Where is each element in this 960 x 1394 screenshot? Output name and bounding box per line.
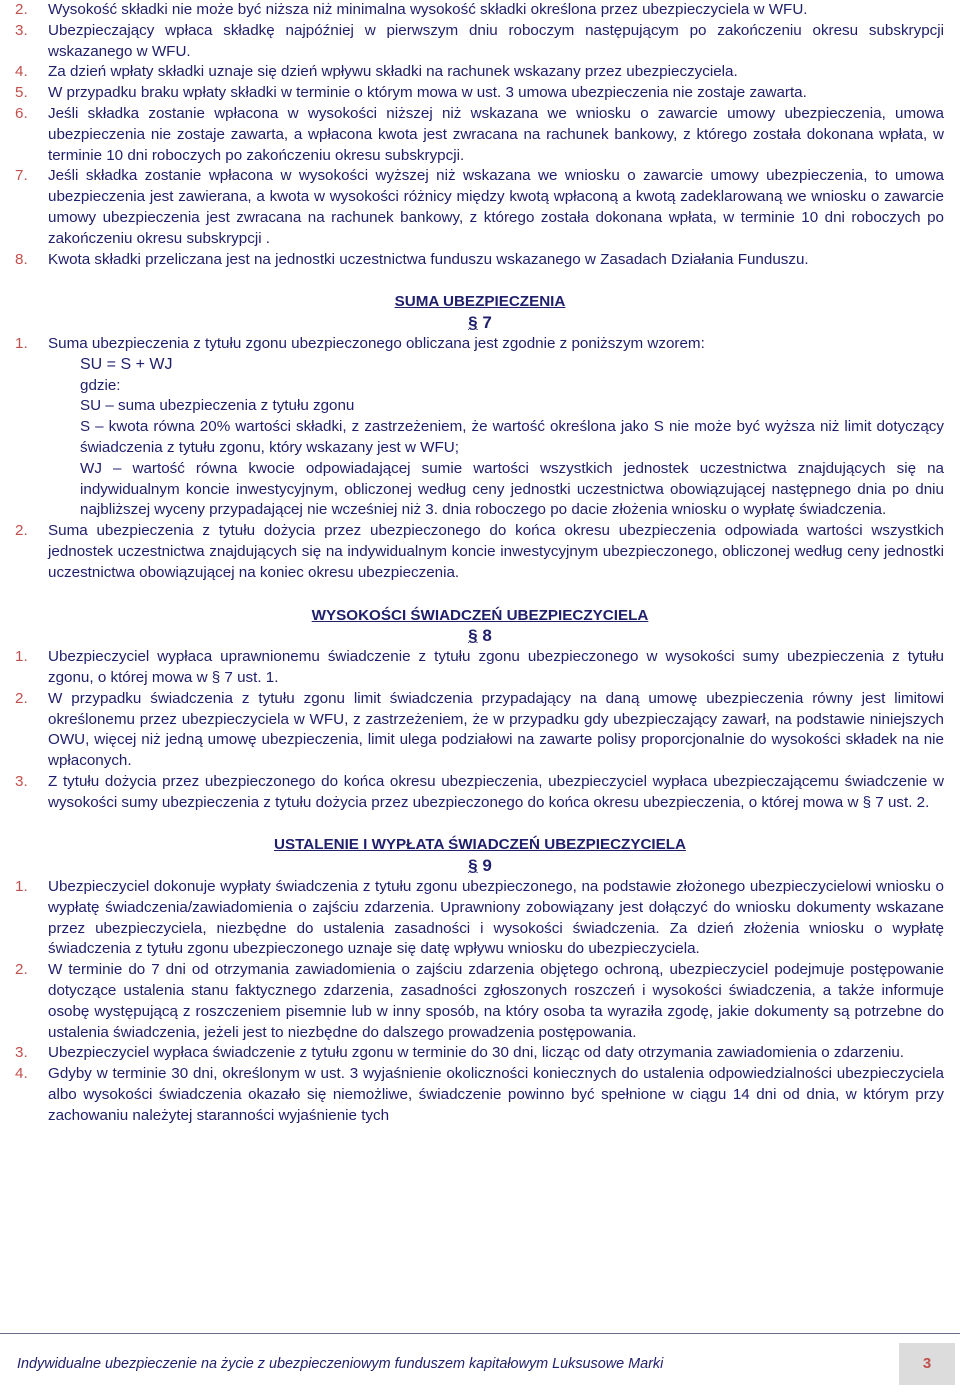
footer-divider [0, 1333, 960, 1334]
list-item [0, 521, 960, 583]
definition-s: S – kwota równa 20% wartości składki, z zastrzeżeniem, że wartość określona jako S nie może być wyższa niż limit dotyczący świadczenia z tytułu zgonu, który wskazany jest w WFU; [80, 418, 944, 456]
paragraph-sign: § [468, 313, 478, 333]
list-item [0, 250, 960, 271]
list-item [0, 877, 960, 960]
item-text: W przypadku świadczenia z tytułu zgonu limit świadczenia przypadający na daną umowę ubezpieczenia równy jest limitowi określonemu przez ubezpieczyciela w WFU, z zastrzeżeniem, że w przypadku gdy ubezpieczający zawarł, na podstawie niniejszych OWU, więcej niż jedną umowę ubezpieczenia, limit ulega podziałowi na zawarte polisy proporcjonalnie do wysokości składek na nie wpłaconych. [48, 689, 944, 770]
intro-list [0, 0, 960, 270]
item-number: 4. [15, 1065, 28, 1083]
item-number: 8. [15, 250, 28, 268]
item-text: Suma ubezpieczenia z tytułu zgonu ubezpieczonego obliczana jest zgodnie z poniższym wzorem: [48, 334, 705, 352]
item-text: Ubezpieczyciel wypłaca uprawnionemu świadczenie z tytułu zgonu ubezpieczonego w wysokości sumy ubezpieczenia z tytułu zgonu, o której mowa w § 7 ust. 1. [48, 648, 944, 686]
item-number: 6. [15, 104, 28, 122]
list-item [0, 772, 960, 814]
item-text: Ubezpieczyciel dokonuje wypłaty świadczenia z tytułu zgonu ubezpieczonego, na podstawie złożonego ubezpieczycielowi wniosku o wypłatę świadczenia/zawiadomienia o zajściu zdarzenia. Uprawniony zobowiązany jest dołączyć do wniosku dokumenty wskazane przez ubezpieczyciela, niezbędne do ustalenia zasadności i wysokości świadczenia. Za dzień złożenia wniosku o wypłatę świadczenia z tytułu zgonu ubezpieczonego uznaje się datę wpływu wniosku do ubezpieczyciela. [48, 878, 944, 958]
item-number: 4. [15, 63, 28, 81]
item-text: Jeśli składka zostanie wpłacona w wysokości wyższej niż wskazana we wniosku o zawarcie umowy ubezpieczenia, to umowa ubezpieczenia jest zawierana, a kwota w wysokości różnicy między kwotą wpłaconą a kwotą zadeklarowaną we wniosku o zawarcie umowy ubezpieczenia jest zwracana na rachunek bankowy, z którego została dokonana wpłata, w terminie 10 dni roboczych po zakończeniu okresu subskrypcji . [48, 167, 944, 247]
item-text: W terminie do 7 dni od otrzymania zawiadomienia o zajściu zdarzenia objętego ochroną, ubezpieczyciel podejmuje postępowanie dotyczące ustalenia stanu faktycznego zdarzenia, zasadności zgłoszonych roszczeń i wysokości świadczenia, a także informuje osobę występującą z roszczeniem pisemnie lub w inny sposób, na który osoba ta wyraziła zgodę, jakie dokumenty są potrzebne do ustalenia świadczenia, jeżeli jest to niezbędne do dalszego prowadzenia postępowania. [48, 961, 944, 1041]
list-item [0, 0, 960, 21]
list-item [0, 83, 960, 104]
item-number: 5. [15, 84, 28, 102]
item-number: 3. [15, 1044, 28, 1062]
item-number: 3. [15, 21, 28, 39]
section-title: USTALENIE I WYPŁATA ŚWIADCZEŃ UBEZPIECZYCIELA [273, 836, 687, 854]
item-text: Ubezpieczyciel wypłaca świadczenie z tytułu zgonu w terminie do 30 dni, licząc od daty otrzymania zawiadomienia o zdarzeniu. [48, 1044, 904, 1062]
item-number: 7. [15, 167, 28, 185]
section-number: § 9 [468, 856, 492, 876]
item-number: 1. [15, 334, 28, 352]
list-item [0, 62, 960, 83]
page-number: 3 [922, 1354, 932, 1372]
item-number: 2. [15, 522, 28, 540]
section-title: SUMA UBEZPIECZENIA [394, 293, 566, 311]
item-number: 1. [15, 878, 28, 896]
section-title: WYSOKOŚCI ŚWIADCZEŃ UBEZPIECZYCIELA [311, 606, 649, 624]
definition-wj: WJ – wartość równa kwocie odpowiadającej sumie wartości wszystkich jednostek uczestnictwa znajdujących się na indywidualnym koncie inwestycyjnym, obliczonej według ceny jednostki uczestnictwa obowiązującej następnego dnia po dniu najbliższej wyceny przypadającej nie wcześniej niż 3. dnia roboczego po dacie złożenia wniosku o wypłatę świadczenia. [80, 459, 944, 519]
section-9 [0, 835, 960, 1126]
section-number: § 7 [468, 313, 492, 333]
item-text: Za dzień wpłaty składki uznaje się dzień wpływu składki na rachunek wskazany przez ubezpieczyciela. [48, 63, 738, 81]
item-text: Wysokość składki nie może być niższa niż minimalna wysokość składki określona przez ubezpieczyciela w WFU. [48, 1, 808, 18]
paragraph-sign: § [468, 626, 478, 646]
list-item [0, 104, 960, 166]
item-number: 2. [15, 961, 28, 979]
where-label: gdzie: [80, 376, 121, 394]
list-item [0, 334, 960, 355]
page-number-badge [899, 1343, 955, 1385]
footer-title: Indywidualne ubezpieczenie na życie z ubezpieczeniowym funduszem kapitałowym Luksusowe Marki [17, 1356, 664, 1372]
definition-su: SU – suma ubezpieczenia z tytułu zgonu [80, 397, 355, 415]
formula: SU = S + WJ [80, 355, 173, 373]
list-item [0, 1064, 960, 1126]
item-text: Gdyby w terminie 30 dni, określonym w ust. 3 wyjaśnienie okoliczności koniecznych do ustalenia odpowiedzialności ubezpieczyciela albo wysokości świadczenia okazało się niemożliwe, świadczenie powinno być spełnione w ciągu 14 dni od dnia, w którym przy zachowaniu należytej staranności wyjaśnienie tych [48, 1065, 944, 1124]
item-number: 1. [15, 648, 28, 666]
section-7 [0, 292, 960, 583]
item-text: Kwota składki przeliczana jest na jednostki uczestnictwa funduszu wskazanego w Zasadach Działania Funduszu. [48, 250, 809, 268]
list-item [0, 960, 960, 1043]
list-item [0, 166, 960, 249]
item-number: 2. [15, 1, 28, 18]
list-item [0, 647, 960, 689]
list-item [0, 21, 960, 63]
item-number: 2. [15, 689, 28, 707]
paragraph-sign: § [468, 856, 478, 876]
list-item [0, 1043, 960, 1064]
section-number: § 8 [468, 626, 492, 646]
item-text: Ubezpieczający wpłaca składkę najpóźniej w pierwszym dniu roboczym następującym po zakończeniu okresu subskrypcji wskazanego w WFU. [48, 21, 944, 60]
item-text: W przypadku braku wpłaty składki w terminie o którym mowa w ust. 3 umowa ubezpieczenia nie zostaje zawarta. [48, 84, 807, 102]
item-number: 3. [15, 772, 28, 790]
item-text: Suma ubezpieczenia z tytułu dożycia przez ubezpieczonego do końca okresu ubezpieczenia odpowiada wartości wszystkich jednostek uczestnictwa znajdujących się na indywidualnym koncie inwestycyjnym ubezpieczonego, obliczonej według ceny jednostki uczestnictwa obowiązującej na koniec okresu ubezpieczenia. [48, 522, 944, 581]
item-text: Z tytułu dożycia przez ubezpieczonego do końca okresu ubezpieczenia, ubezpieczyciel wypłaca ubezpieczającemu świadczenie w wysokości sumy ubezpieczenia z tytułu dożycia przez ubezpieczonego do końca okresu ubezpieczenia, o której mowa w § 7 ust. 2. [48, 772, 944, 811]
item-text: Jeśli składka zostanie wpłacona w wysokości niższej niż wskazana we wniosku o zawarcie umowy ubezpieczenia, umowa ubezpieczenia nie zostaje zawarta, a wpłacona kwota jest zwracana na rachunek bankowy, z którego została dokonana wpłata, w terminie 10 dni roboczych po zakończeniu okresu subskrypcji. [48, 104, 944, 164]
list-item [0, 689, 960, 772]
section-8 [0, 606, 960, 814]
